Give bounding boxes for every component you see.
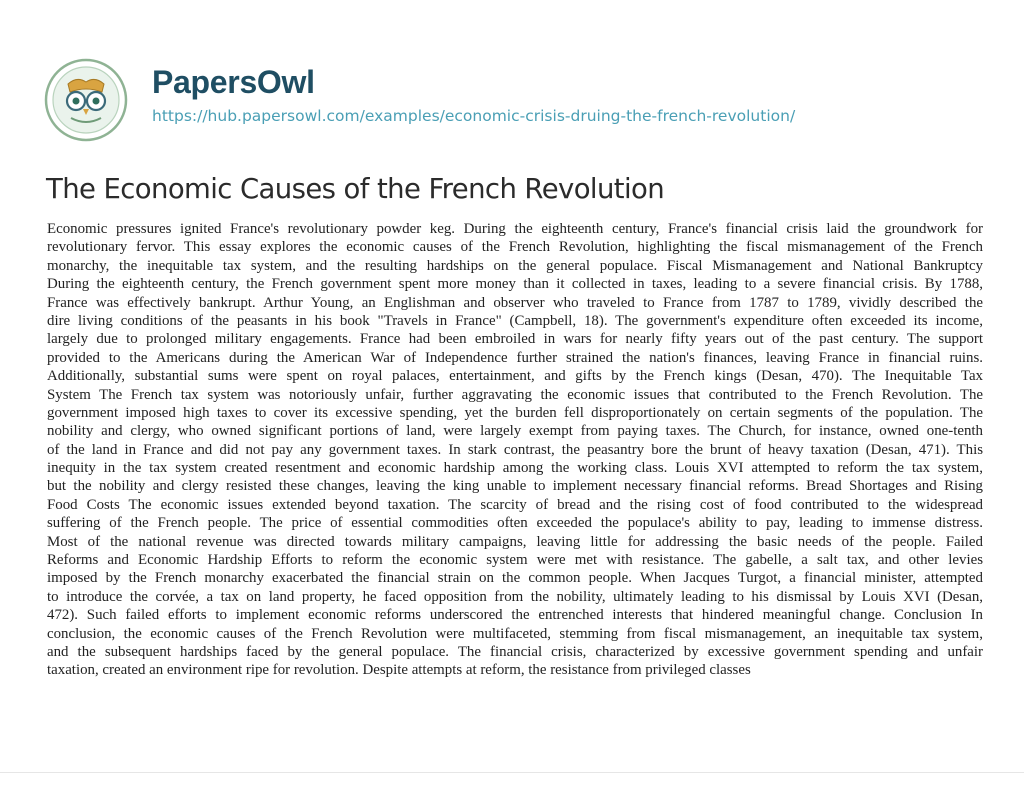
essay-line: inequity in the tax system created resentment and economic hardship among the working class. Louis XVI attempted to reform the tax system,: [47, 460, 983, 477]
essay-line: During the eighteenth century, the French government spent more money than it collected in taxes, leading to a severe financial crisis. By 1788,: [47, 276, 983, 293]
essay-line: conclusion, the economic causes of the French Revolution were multifaceted, stemming from fiscal mismanagement, an inequitable tax system,: [47, 625, 983, 642]
essay-line: monarchy, the inequitable tax system, and the resulting hardships on the general populace. Fiscal Mismanagement and National Bankruptcy: [47, 257, 983, 274]
essay-line: Food Costs The economic issues extended beyond taxation. The scarcity of bread and the rising cost of food contributed to the widespread: [47, 496, 983, 513]
essay-line: Economic pressures ignited France's revolutionary powder keg. During the eighteenth century, France's financial crisis laid the groundwork for: [47, 221, 983, 237]
essay-body: [47, 220, 983, 680]
essay-line: largely due to prolonged military engagements. France had been embroiled in wars for nearly fifty years out of the past century. The support: [47, 331, 983, 348]
essay-line: provided to the Americans during the American War of Independence further strained the nation's finances, leaving France in financial ruins.: [47, 349, 983, 366]
essay-line: government imposed high taxes to cover its excessive spending, yet the burden fell disproportionately on certain segments of the population. The: [47, 404, 983, 421]
essay-line: and the subsequent hardships faced by the general populace. The financial crisis, characterized by excessive government spending and unfair: [47, 643, 983, 660]
site-header: [44, 56, 1004, 136]
essay-line: Most of the national revenue was directed towards military campaigns, leaving little for addressing the basic needs of the people. Failed: [47, 533, 983, 550]
essay-line: suffering of the French people. The price of essential commodities often exceeded the populace's ability to pay, leading to immense distress.: [47, 515, 983, 532]
essay-line: but the nobility and clergy resisted these changes, leaving the king unable to implement necessary financial reforms. Bread Shortages and Rising: [47, 478, 983, 495]
essay-line: revolutionary fervor. This essay explores the economic causes of the French Revolution, highlighting the fiscal mismanagement of the French: [47, 239, 983, 256]
essay-line: France was effectively bankrupt. Arthur Young, an Englishman and observer who traveled to France from 1787 to 1789, vividly described the: [47, 294, 983, 311]
essay-line: System The French tax system was notoriously unfair, further aggravating the economic issues that contributed to the French Revolution. The: [47, 386, 983, 403]
essay-line: of the land in France and did not pay any government taxes. In stark contrast, the peasantry bore the brunt of heavy taxation (Desan, 471). This: [47, 441, 983, 458]
essay-line: imposed by the French monarchy exacerbated the financial strain on the common people. When Jacques Turgot, a financial minister, attempted: [47, 570, 983, 587]
brand-name[interactable]: PapersOwl: [152, 64, 315, 100]
footer-divider: [0, 772, 1024, 773]
essay-line: Additionally, substantial sums were spent on royal palaces, entertainment, and gifts by the French kings (Desan, 470). The Inequitable Tax: [47, 368, 983, 385]
source-url-link[interactable]: https://hub.papersowl.com/examples/economic-crisis-druing-the-french-revolution/: [152, 107, 796, 125]
essay-line: Reforms and Economic Hardship Efforts to reform the economic system were met with resistance. The gabelle, a salt tax, and other levies: [47, 552, 983, 569]
page-title: The Economic Causes of the French Revolution: [46, 173, 665, 205]
essay-line: nobility and clergy, who owned significant portions of land, were largely exempt from paying taxes. The Church, for instance, owned one-tenth: [47, 423, 983, 440]
essay-line: dire living conditions of the peasants in his book "Travels in France" (Campbell, 18). The government's expenditure often exceeded its income,: [47, 312, 983, 329]
essay-line: 472). Such failed efforts to implement economic reforms underscored the entrenched interests that hindered meaningful change. Conclusion In: [47, 607, 983, 624]
essay-line: to introduce the corvée, a tax on land property, he faced opposition from the nobility, ultimately leading to his dismissal by Louis XVI (Desan,: [47, 588, 983, 605]
essay-line: taxation, created an environment ripe for revolution. Despite attempts at reform, the resistance from privileged classes: [47, 662, 751, 679]
owl-logo-icon[interactable]: [44, 58, 128, 142]
